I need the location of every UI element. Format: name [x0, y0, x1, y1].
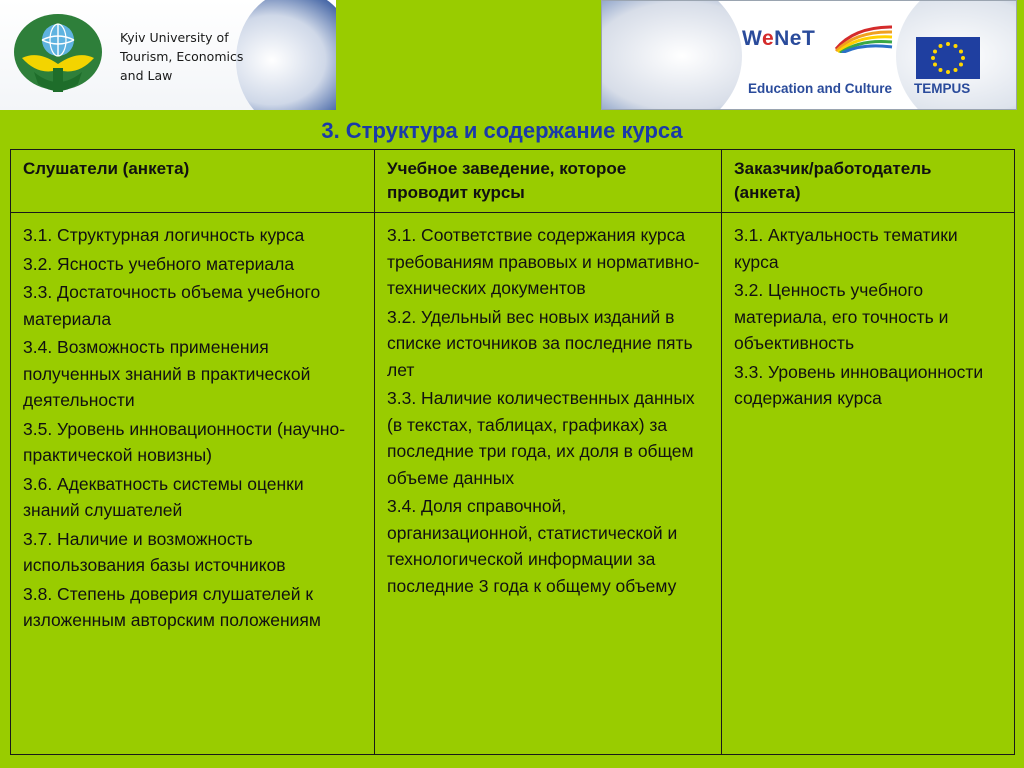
- tempus-text: TEMPUS: [914, 81, 971, 96]
- list-item: 3.1. Соответствие содержания курса требованиям правовых и нормативно-технических документов: [387, 225, 700, 298]
- slide-title-container: [0, 118, 1024, 144]
- list-item: 3.2. Ясность учебного материала: [23, 253, 295, 274]
- table-header-row: [11, 150, 1015, 213]
- list-item: 3.2. Ценность учебного материала, его точность и объективность: [734, 280, 949, 353]
- university-banner: [0, 0, 336, 110]
- list-item: 3.3. Достаточность объема учебного материала: [23, 282, 321, 329]
- eu-flag-icon: [916, 37, 980, 79]
- list-item: 3.4. Возможность применения полученных знаний в практической деятельности: [23, 337, 311, 410]
- header-listeners: Слушатели (анкета): [11, 150, 375, 213]
- education-culture-text: Education and Culture: [748, 81, 893, 96]
- list-item: 3.7. Наличие и возможность использования базы источников: [23, 528, 286, 575]
- table-body-row: [11, 213, 1015, 755]
- wenet-logo-text: WeNeT: [742, 27, 816, 50]
- list-item: 3.1. Структурная логичность курса: [23, 225, 305, 245]
- list-item: 3.8. Степень доверия слушателей к изложенным авторским положениям: [23, 583, 321, 630]
- list-item: 3.3. Наличие количественных данных (в текстах, таблицах, графиках) за последние три года, их доля в общем объеме данных: [387, 388, 695, 488]
- institution-column: [375, 213, 722, 755]
- university-name: Kyiv University of Tourism, Economics and Law: [120, 30, 244, 83]
- list-item: 3.4. Доля справочной, организационной, статистической и технологической информации за последние 3 года к общему объему: [387, 496, 678, 596]
- wenet-banner: [601, 0, 1017, 110]
- banner-swoosh-left: [601, 0, 742, 110]
- header-employer: Заказчик/работодатель (анкета): [722, 150, 1015, 213]
- list-item: 3.1. Актуальность тематики курса: [734, 225, 958, 272]
- employer-column: [722, 213, 1015, 755]
- slide-title: 3. Структура и содержание курса: [321, 118, 683, 143]
- header-institution: Учебное заведение, которое проводит курсы: [375, 150, 722, 213]
- list-item: 3.5. Уровень инновационности (научно-практической новизны): [23, 418, 346, 465]
- listeners-column: [11, 213, 375, 755]
- list-item: 3.6. Адекватность системы оценки знаний слушателей: [23, 473, 304, 520]
- wenet-stripes-icon: [834, 23, 894, 53]
- university-emblem-icon: [8, 12, 106, 100]
- list-item: 3.3. Уровень инновационности содержания курса: [734, 361, 984, 408]
- course-structure-table: [10, 149, 1015, 755]
- list-item: 3.2. Удельный вес новых изданий в списке источников за последние пять лет: [387, 306, 693, 380]
